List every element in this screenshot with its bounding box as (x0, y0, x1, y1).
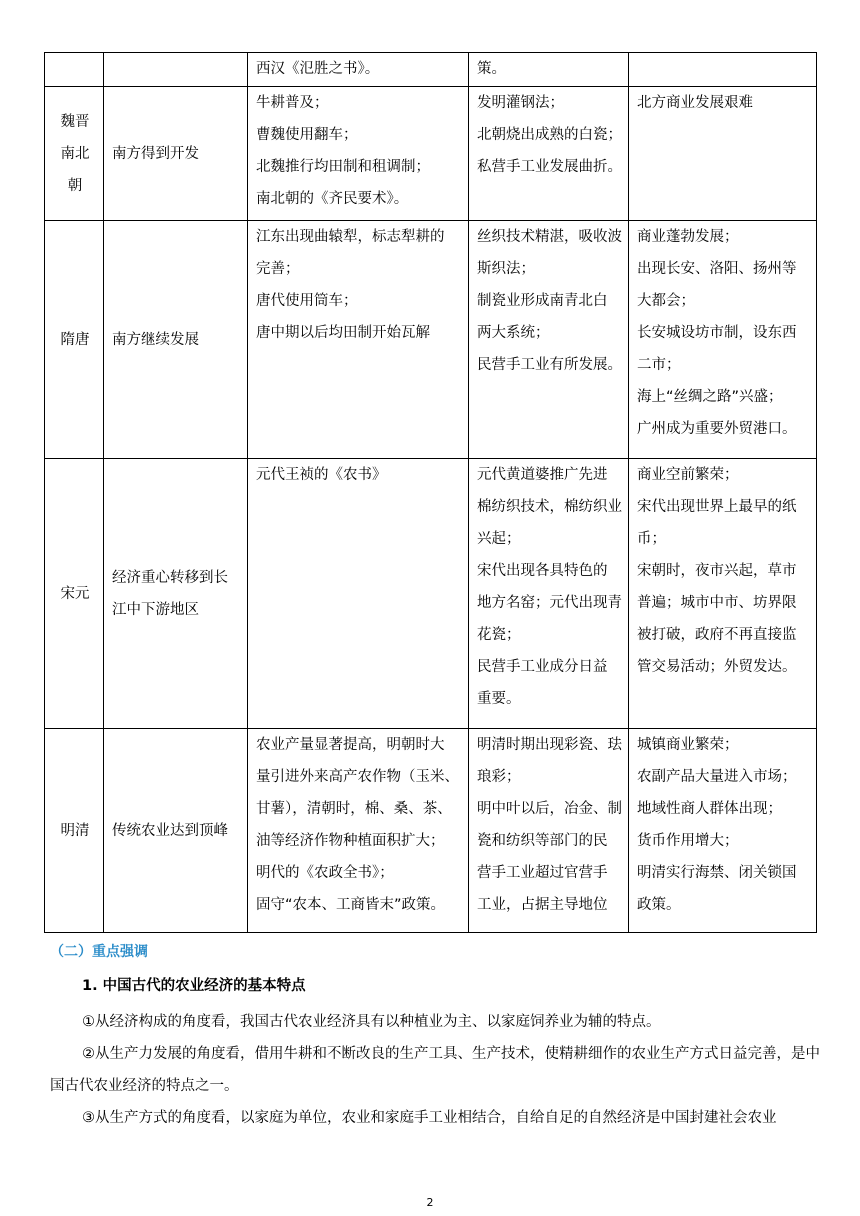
feature-cell (104, 221, 248, 459)
cell-line: 宋元 (60, 585, 90, 602)
cell-line: 量引进外来高产农作物（玉米、 (256, 769, 459, 785)
cell-line: 南北朝的《齐民要术》。 (256, 191, 409, 207)
cell-line: 商业蓬勃发展； (637, 229, 739, 245)
cell-line: 北朝烧出成熟的白瓷； (477, 127, 622, 143)
agriculture-cell (248, 729, 469, 933)
cell-line: 斯织法； (477, 261, 535, 277)
cell-line: 甘薯），清朝时，棉、桑、茶、 (256, 801, 452, 817)
cell-line: 传统农业达到顶峰 (112, 822, 228, 839)
cell-line: 唐中期以后均田制开始瓦解 (256, 325, 430, 341)
cell-line: 琅彩； (477, 769, 521, 785)
page-number: 2 (426, 1196, 434, 1209)
agriculture-cell (248, 53, 469, 87)
table-row (45, 53, 817, 87)
table-row (45, 221, 817, 459)
commerce-cell (629, 53, 817, 87)
cell-line: 货币作用增大； (637, 833, 739, 849)
cell-line: 明清实行海禁、闭关锁国 (637, 865, 797, 881)
cell-line: 北方商业发展艰难 (637, 95, 753, 111)
cell-line: 宋朝时，夜市兴起，草市 (637, 563, 797, 579)
cell-line: 民营手工业成分日益 (477, 659, 608, 675)
cell-line: 油等经济作物种植面积扩大； (256, 833, 445, 849)
feature-cell (104, 87, 248, 221)
handicraft-cell (469, 53, 629, 87)
cell-line: 重要。 (477, 691, 521, 707)
era-cell (45, 87, 104, 221)
cell-line: 地域性商人群体出现； (637, 801, 782, 817)
paragraph-2: ②从生产力发展的角度看，借用牛耕和不断改良的生产工具、生产技术，使精耕细作的农业生产方式日益完善，是中国古代农业经济的特点之一。 (50, 1046, 820, 1094)
feature-cell (104, 459, 248, 729)
cell-line: 币； (637, 531, 666, 547)
cell-line: 朝 (67, 177, 83, 194)
cell-line: 经济重心转移到长 (112, 569, 228, 586)
paragraph-1: ①从经济构成的角度看，我国古代农业经济具有以种植业为主、以家庭饲养业为辅的特点。 (82, 1014, 661, 1030)
cell-line: 出现长安、洛阳、扬州等 (637, 261, 797, 277)
era-cell (45, 459, 104, 729)
cell-line: 江东出现曲辕犁，标志犁耕的 (256, 229, 445, 245)
cell-line: 城镇商业繁荣； (637, 737, 739, 753)
cell-line: 两大系统； (477, 325, 550, 341)
era-cell (45, 729, 104, 933)
cell-line: 宋代出现各具特色的 (477, 563, 608, 579)
handicraft-cell (469, 221, 629, 459)
cell-line: 棉纺织技术，棉纺织业 (477, 499, 622, 515)
cell-line: 制瓷业形成南青北白 (477, 293, 608, 309)
cell-line: 固守“农本、工商皆末”政策。 (256, 897, 446, 913)
handicraft-cell (469, 729, 629, 933)
cell-line: 私营手工业发展曲折。 (477, 159, 622, 175)
cell-line: 瓷和纺织等部门的民 (477, 833, 608, 849)
cell-line: 工业，占据主导地位 (477, 897, 608, 913)
cell-line: 商业空前繁荣； (637, 467, 739, 483)
cell-line: 花瓷； (477, 627, 521, 643)
cell-line: 二市； (637, 357, 681, 373)
handicraft-cell (469, 87, 629, 221)
commerce-cell (629, 221, 817, 459)
cell-line: 南方得到开发 (112, 145, 199, 162)
agriculture-cell (248, 87, 469, 221)
table-row (45, 87, 817, 221)
cell-line: 地方名窑；元代出现青 (477, 595, 622, 611)
agriculture-cell (248, 221, 469, 459)
agriculture-cell (248, 459, 469, 729)
cell-line: 江中下游地区 (112, 601, 199, 618)
feature-cell (104, 53, 248, 87)
cell-line: 政策。 (637, 897, 681, 913)
feature-cell (104, 729, 248, 933)
cell-line: 普遍；城市中市、坊界限 (637, 595, 797, 611)
economy-history-table (44, 52, 817, 933)
cell-line: 唐代使用筒车； (256, 293, 358, 309)
cell-line: 元代黄道婆推广先进 (477, 467, 608, 483)
handicraft-cell (469, 459, 629, 729)
cell-line: 完善； (256, 261, 300, 277)
cell-line: 明清时期出现彩瓷、珐 (477, 737, 622, 753)
era-cell (45, 221, 104, 459)
table-row (45, 459, 817, 729)
cell-line: 明代的《农政全书》； (256, 865, 394, 881)
cell-line: 长安城设坊市制，设东西 (637, 325, 797, 341)
cell-line: 民营手工业有所发展。 (477, 357, 622, 373)
cell-line: 策。 (477, 61, 506, 77)
cell-line: 宋代出现世界上最早的纸 (637, 499, 797, 515)
cell-line: 北魏推行均田制和租调制； (256, 159, 430, 175)
cell-line: 魏晋 (60, 113, 90, 130)
cell-line: 南方继续发展 (112, 331, 199, 348)
cell-line: 曹魏使用翻车； (256, 127, 358, 143)
commerce-cell (629, 729, 817, 933)
cell-line: 牛耕普及； (256, 95, 329, 111)
commerce-cell (629, 459, 817, 729)
cell-line: 海上“丝绸之路”兴盛； (637, 389, 783, 405)
cell-line: 丝织技术精湛，吸收波 (477, 229, 622, 245)
cell-line: 农业产量显著提高，明朝时大 (256, 737, 445, 753)
subsection-title: 1. 中国古代的农业经济的基本特点 (82, 978, 306, 994)
cell-line: 管交易活动；外贸发达。 (637, 659, 797, 675)
paragraph-3: ③从生产方式的角度看，以家庭为单位，农业和家庭手工业相结合，自给自足的自然经济是中国封建社会农业 (82, 1110, 777, 1126)
cell-line: 明中叶以后，冶金、制 (477, 801, 622, 817)
section-heading: （二）重点强调 (50, 944, 148, 960)
cell-line: 南北 (60, 145, 90, 162)
cell-line: 明清 (60, 822, 90, 839)
era-cell (45, 53, 104, 87)
cell-line: 发明灌钢法； (477, 95, 564, 111)
commerce-cell (629, 87, 817, 221)
cell-line: 被打破，政府不再直接监 (637, 627, 797, 643)
cell-line: 大都会； (637, 293, 695, 309)
cell-line: 广州成为重要外贸港口。 (637, 421, 797, 437)
table-row (45, 729, 817, 933)
cell-line: 西汉《氾胜之书》。 (256, 61, 380, 77)
cell-line: 隋唐 (60, 331, 90, 348)
cell-line: 兴起； (477, 531, 521, 547)
cell-line: 农副产品大量进入市场； (637, 769, 797, 785)
cell-line: 营手工业超过官营手 (477, 865, 608, 881)
cell-line: 元代王祯的《农书》 (256, 467, 387, 483)
